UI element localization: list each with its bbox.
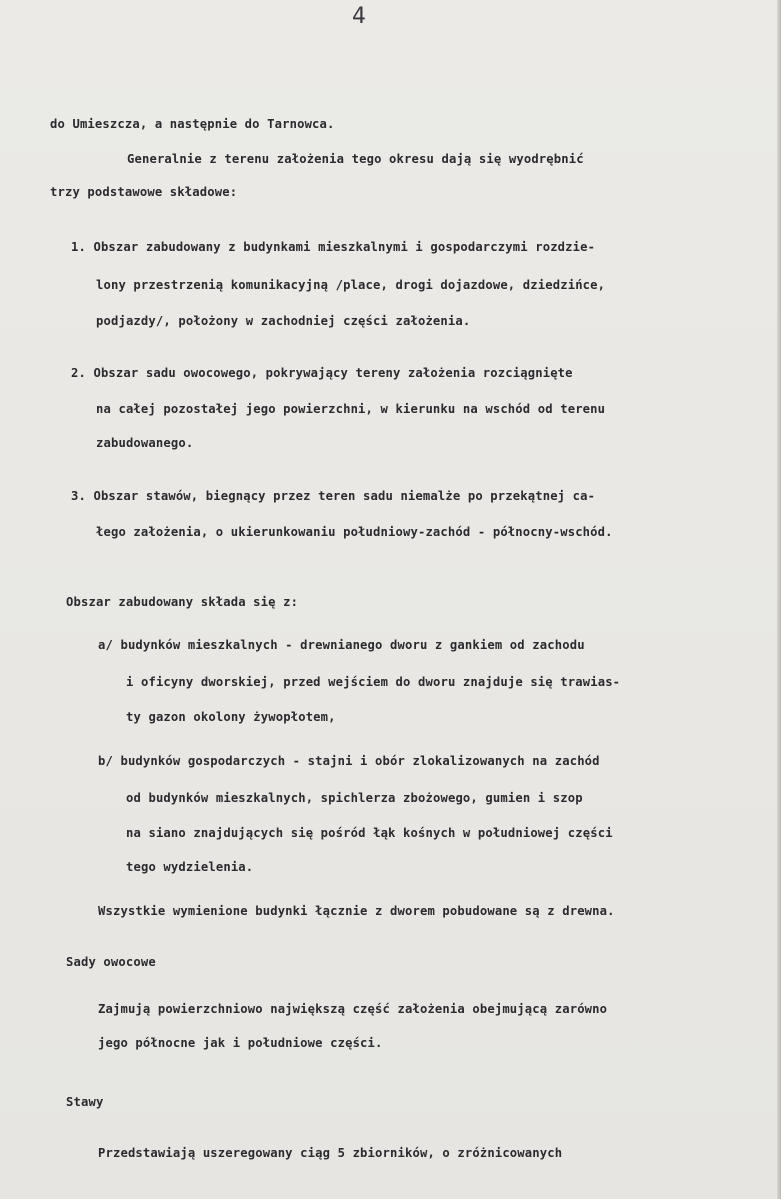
text-line: ty gazon okolony żywopłotem, [126, 710, 336, 724]
list-item-3: 3. Obszar stawów, biegnący przez teren sadu niemalże po przekątnej ca- [71, 489, 596, 503]
text-line: na siano znajdujących się pośród łąk kośnych w południowej części [126, 826, 613, 840]
page-edge-shadow [777, 0, 781, 1199]
section-heading: Sady owocowe [66, 955, 156, 969]
page-number: 4 [352, 4, 366, 29]
section-heading: Obszar zabudowany składa się z: [66, 595, 299, 609]
text-line: Przedstawiają uszeregowany ciąg 5 zbiorników, o zróżnicowanych [98, 1146, 563, 1160]
text-line: Zajmują powierzchniowo największą część założenia obejmującą zarówno [98, 1002, 608, 1016]
text-line: lony przestrzenią komunikacyjną /place, drogi dojazdowe, dziedzińce, [96, 278, 606, 292]
text-line: i oficyny dworskiej, przed wejściem do dworu znajduje się trawias- [126, 675, 621, 689]
text-line: Wszystkie wymienione budynki łącznie z dworem pobudowane są z drewna. [98, 904, 615, 918]
text-line: jego północne jak i południowe części. [98, 1036, 383, 1050]
text-line: zabudowanego. [96, 436, 194, 450]
text-line: łego założenia, o ukierunkowaniu południowy-zachód - północny-wschód. [96, 525, 613, 539]
text-line: Generalnie z terenu założenia tego okresu dają się wyodrębnić [127, 152, 584, 166]
text-line: trzy podstawowe składowe: [50, 185, 238, 199]
text-line: tego wydzielenia. [126, 860, 254, 874]
sub-item-b: b/ budynków gospodarczych - stajni i obór zlokalizowanych na zachód [98, 754, 600, 768]
list-item-1: 1. Obszar zabudowany z budynkami mieszkalnymi i gospodarczymi rozdzie- [71, 240, 596, 254]
text-line: do Umieszcza, a następnie do Tarnowca. [50, 117, 335, 131]
section-heading: Stawy [66, 1095, 104, 1109]
text-line: na całej pozostałej jego powierzchni, w kierunku na wschód od terenu [96, 402, 606, 416]
text-line: od budynków mieszkalnych, spichlerza zbożowego, gumien i szop [126, 791, 583, 805]
list-item-2: 2. Obszar sadu owocowego, pokrywający tereny założenia rozciągnięte [71, 366, 573, 380]
sub-item-a: a/ budynków mieszkalnych - drewnianego dworu z gankiem od zachodu [98, 638, 585, 652]
text-line: podjazdy/, położony w zachodniej części założenia. [96, 314, 471, 328]
